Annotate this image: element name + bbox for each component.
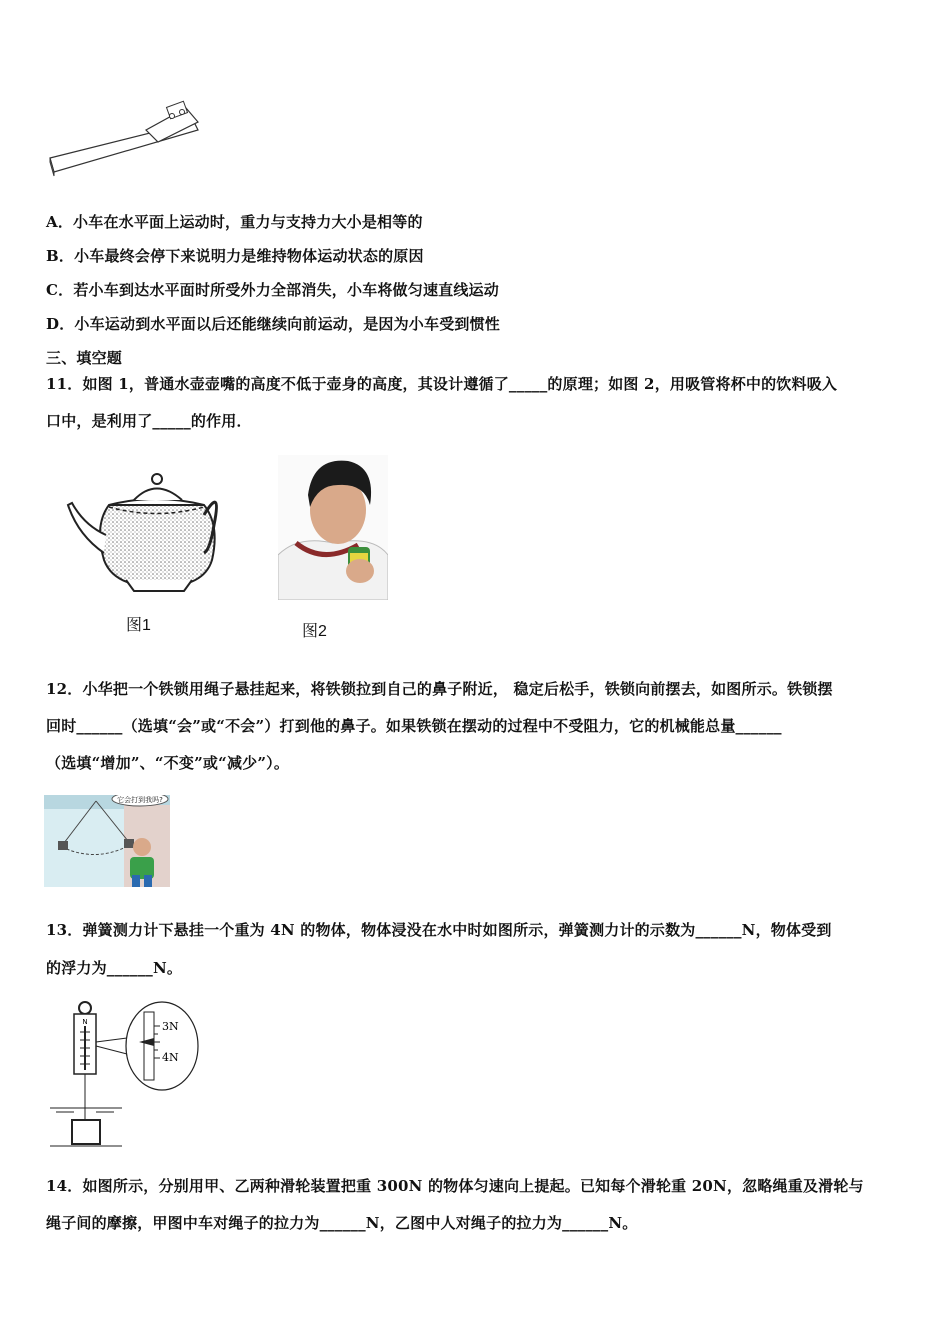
speech-bubble-text: 它会打到我吗? (117, 796, 163, 804)
scale-label-3n: 3N (162, 1020, 179, 1033)
option-d: D．小车运动到水平面以后还能继续向前运动，是因为小车受到惯性 (46, 315, 501, 333)
pendulum-lock-figure (44, 795, 170, 887)
spring-scale-figure (44, 998, 204, 1150)
q14-line1: 14．如图所示，分别用甲、乙两种滑轮装置把重 300N 的物体匀速向上提起。已知每个滑轮重 20N，忽略绳重及滑轮与 (46, 1177, 864, 1195)
option-c: C．若小车到达水平面时所受外力全部消失，小车将做匀速直线运动 (46, 281, 499, 299)
option-a: A．小车在水平面上运动时，重力与支持力大小是相等的 (46, 213, 423, 231)
figure-2-caption: 图2 (302, 623, 327, 640)
q12-line1: 12．小华把一个铁锁用绳子悬挂起来，将铁锁拉到自己的鼻子附近， 稳定后松手，铁锁向前摆去，如图所示。铁锁摆 (46, 680, 833, 698)
q12-line2: 回时______（选填“会”或“不会”）打到他的鼻子。如果铁锁在摆动的过程中不受阻力，它的机械能总量______ (46, 717, 782, 735)
scale-unit-label: N (82, 1018, 88, 1026)
section-title: 三、填空题 (46, 349, 123, 367)
incline-ramp-figure (46, 100, 206, 180)
q13-line1: 13．弹簧测力计下悬挂一个重为 4N 的物体，物体浸没在水中时如图所示，弹簧测力计的示数为______N，物体受到 (46, 921, 832, 939)
q13-line2: 的浮力为______N。 (46, 959, 183, 977)
scale-label-4n: 4N (162, 1051, 179, 1064)
option-b: B．小车最终会停下来说明力是维持物体运动状态的原因 (46, 247, 424, 265)
boy-drinking-photo (278, 455, 388, 600)
q12-line3: （选填“增加”、“不变”或“减少”）。 (46, 754, 290, 772)
q11-line2: 口中，是利用了_____的作用． (46, 412, 252, 430)
q14-line2: 绳子间的摩擦，甲图中车对绳子的拉力为______N，乙图中人对绳子的拉力为______N。 (46, 1214, 638, 1232)
q11-line1: 11．如图 1，普通水壶壶嘴的高度不低于壶身的高度，其设计遵循了_____的原理；如图 2，用吸管将杯中的饮料吸入 (46, 375, 838, 393)
teapot-figure (64, 465, 224, 595)
figure-1-caption: 图1 (126, 617, 151, 634)
